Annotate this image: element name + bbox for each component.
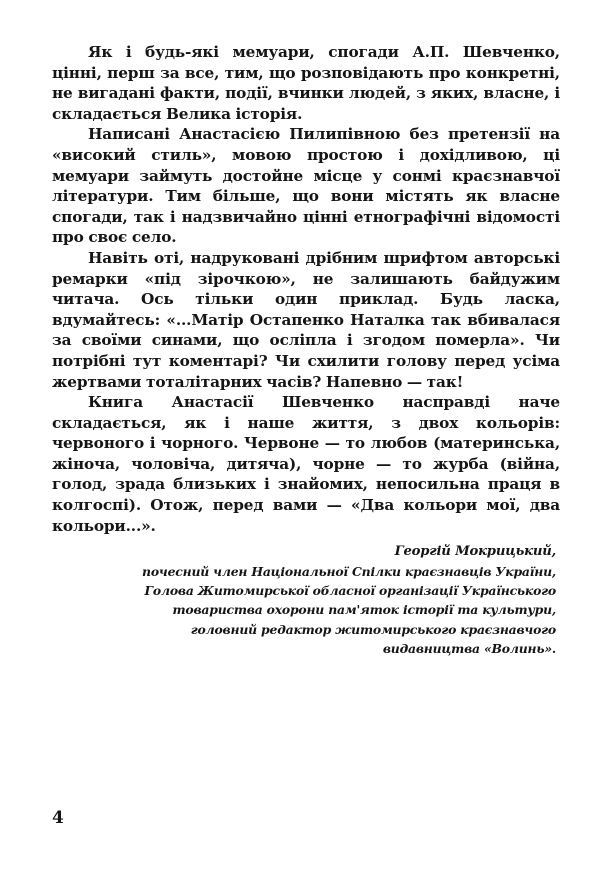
- signature-block: [52, 542, 560, 658]
- signature-role-line: головний редактор житомирського краєзнавчого: [190, 621, 556, 637]
- page-number: 4: [52, 808, 64, 828]
- paragraph-2: Написані Анастасією Пилипівною без претензії на «високий стиль», мовою простою і дохідливою, ці мемуари займуть достойне місце у сонмі краєзнавчої літератури. Тим більше, що вони містять як власне спогади, так і надзвичайно цінні етнографічні відомості про своє село.: [52, 125, 560, 247]
- page-body: [52, 42, 560, 659]
- paragraph-3: Навіть оті, надруковані дрібним шрифтом авторські ремарки «під зірочкою», не залишають байдужим читача. Ось тільки один приклад. Будь ласка, вдумайтесь: «...Матір Остапенко Наталка так вбивалася за своїми синами, що осліпла і згодом померла». Чи потрібні тут коментарі? Чи схилити голову перед усіма жертвами тоталітарних часів? Напевно — так!: [52, 248, 560, 391]
- paragraph-4: Книга Анастасії Шевченко насправді наче складається, як і наше життя, з двох кольорів: червоного і чорного. Червоне — то любов (материнська, жіноча, чоловіча, дитяча), чорне — то журба (війна, голод, зрада близьких і знайомих, непосильна праця в колгоспі). Отож, перед вами — «Два кольори мої, два кольори...».: [52, 393, 560, 535]
- signature-role-line: Голова Житомирської обласної організації Українського: [144, 583, 556, 599]
- signature-role-line: почесний член Національної Спілки краєзнавців України,: [142, 563, 556, 579]
- paragraph-1: Як і будь-які мемуари, спогади А.П. Шевченко, цінні, перш за все, тим, що розповідають про конкретні, не вигадані факти, події, вчинки людей, з яких, власне, і складається Велика історія.: [52, 43, 560, 123]
- signature-author: Георгій Мокрицький,: [394, 544, 556, 560]
- signature-role-line: товариства охорони пам'яток історії та культури,: [172, 602, 556, 618]
- signature-role-line: видавництва «Волинь».: [382, 641, 556, 657]
